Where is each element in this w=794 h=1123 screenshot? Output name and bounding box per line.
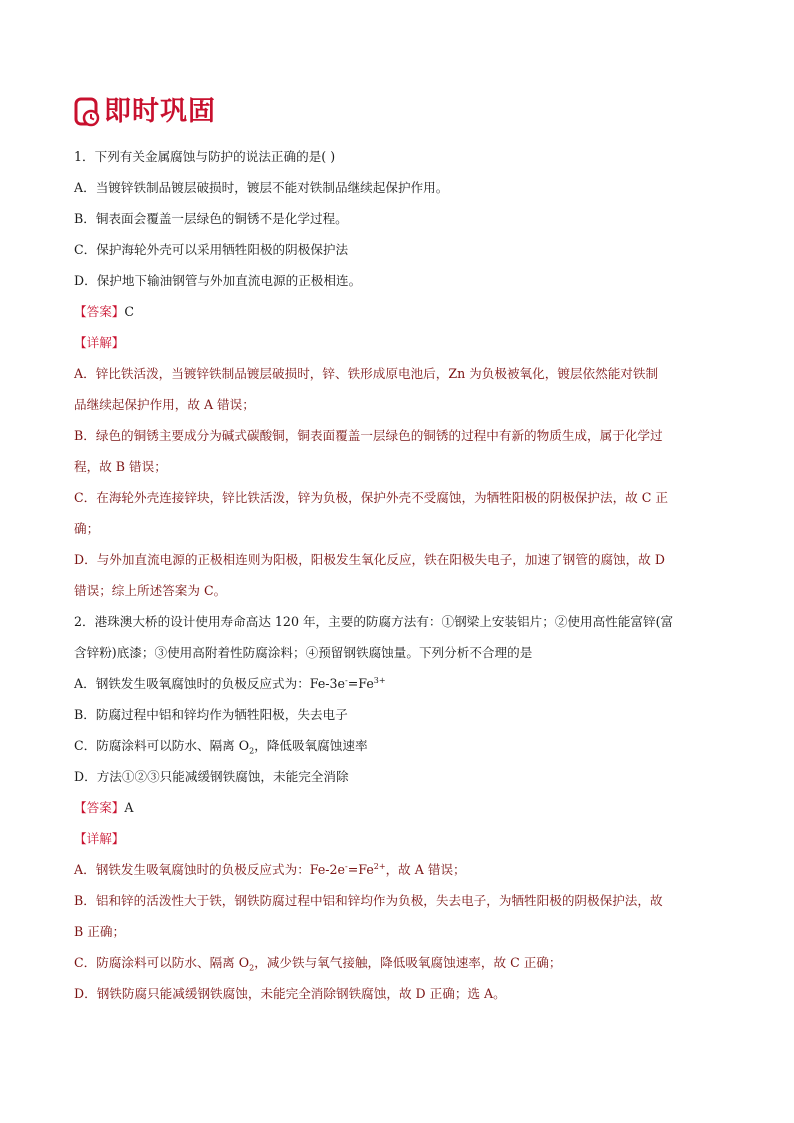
q2-answer	[74, 792, 724, 823]
q2-option-c: C．防腐涂料可以防水、隔离 $O_2$，降低吸氧腐蚀速率	[74, 738, 368, 756]
q2-stem-line: 2．港珠澳大桥的设计使用寿命高达 120 年，主要的防腐方法有：①钢梁上安装铝片；②使用高性能富锌(富	[74, 614, 674, 629]
q1-detail-label: 【详解】	[74, 335, 125, 350]
answer-value: C	[124, 304, 135, 319]
q1-detail-line: 错误；综上所述答案为 C。	[74, 583, 227, 598]
section-header	[74, 94, 216, 130]
q1-option-c: C．保护海轮外壳可以采用牺牲阳极的阴极保护法	[74, 242, 349, 257]
answer-label: 【答案】	[74, 304, 125, 319]
q1-detail-line: D．与外加直流电源的正极相连则为阳极，阳极发生氧化反应，铁在阳极失电子，加速了钢管的腐蚀，故 D	[74, 552, 665, 567]
q2-detail-b-cont: B 正确；	[74, 924, 126, 939]
q1-detail-line: C．在海轮外壳连接锌块，锌比铁活泼，锌为负极，保护外壳不受腐蚀，为牺牲阳极的阴极保护法，故 C 正	[74, 490, 668, 505]
answer-value: A	[124, 800, 134, 815]
q2-detail-b: B．铝和锌的活泼性大于铁，钢铁防腐过程中铝和锌均作为负极，失去电子，为牺牲阳极的阴极保护法，故	[74, 893, 663, 908]
q1-detail-line: B．绿色的铜锈主要成分为碱式碳酸铜，铜表面覆盖一层绿色的铜锈的过程中有新的物质生成，属于化学过	[74, 428, 663, 443]
section-title: 即时巩固	[104, 96, 216, 127]
q2-detail-a: A．钢铁发生吸氧腐蚀时的负极反应式为：$Fe-2e^-=Fe^{2+}$，故 A 错误；	[74, 861, 466, 877]
q1-detail-line: A．锌比铁活泼，当镀锌铁制品镀层破损时，锌、铁形成原电池后，Zn 为负极被氧化，镀层依然能对铁制	[74, 366, 659, 381]
answer-label: 【答案】	[74, 800, 125, 815]
q2-option-d: D．方法①②③只能减缓钢铁腐蚀，未能完全消除	[74, 769, 349, 784]
q1-answer	[74, 296, 724, 327]
q1-option-b: B．铜表面会覆盖一层绿色的铜锈不是化学过程。	[74, 211, 348, 226]
q2-detail-c: C．防腐涂料可以防水、隔离 $O_2$，减少铁与氧气接触，降低吸氧腐蚀速率，故 C 正确；	[74, 955, 562, 973]
q1-detail-line: 程，故 B 错误；	[74, 459, 167, 474]
q2-stem-line: 含锌粉)底漆；③使用高附着性防腐涂料；④预留钢铁腐蚀量。下列分析不合理的是	[74, 645, 533, 660]
q2-option-a: A．钢铁发生吸氧腐蚀时的负极反应式为：$Fe-3e^-=Fe^{3+}$	[74, 675, 386, 691]
q1-detail-line: 品继续起保护作用，故 A 错误；	[74, 397, 255, 412]
content	[74, 141, 724, 1009]
q1-option-d: D．保护地下输油钢管与外加直流电源的正极相连。	[74, 273, 362, 288]
q2-detail-d: D．钢铁防腐只能减缓钢铁腐蚀，未能完全消除钢铁腐蚀，故 D 正确；选 A。	[74, 986, 506, 1001]
q1-option-a: A．当镀锌铁制品镀层破损时，镀层不能对铁制品继续起保护作用。	[74, 180, 449, 195]
clock-document-icon	[74, 97, 100, 127]
q2-detail-label: 【详解】	[74, 831, 125, 846]
q1-detail-line: 确；	[74, 521, 100, 536]
q2-option-b: B．防腐过程中铝和锌均作为牺牲阳极，失去电子	[74, 707, 348, 722]
q1-stem: 1．下列有关金属腐蚀与防护的说法正确的是( )	[74, 149, 336, 164]
